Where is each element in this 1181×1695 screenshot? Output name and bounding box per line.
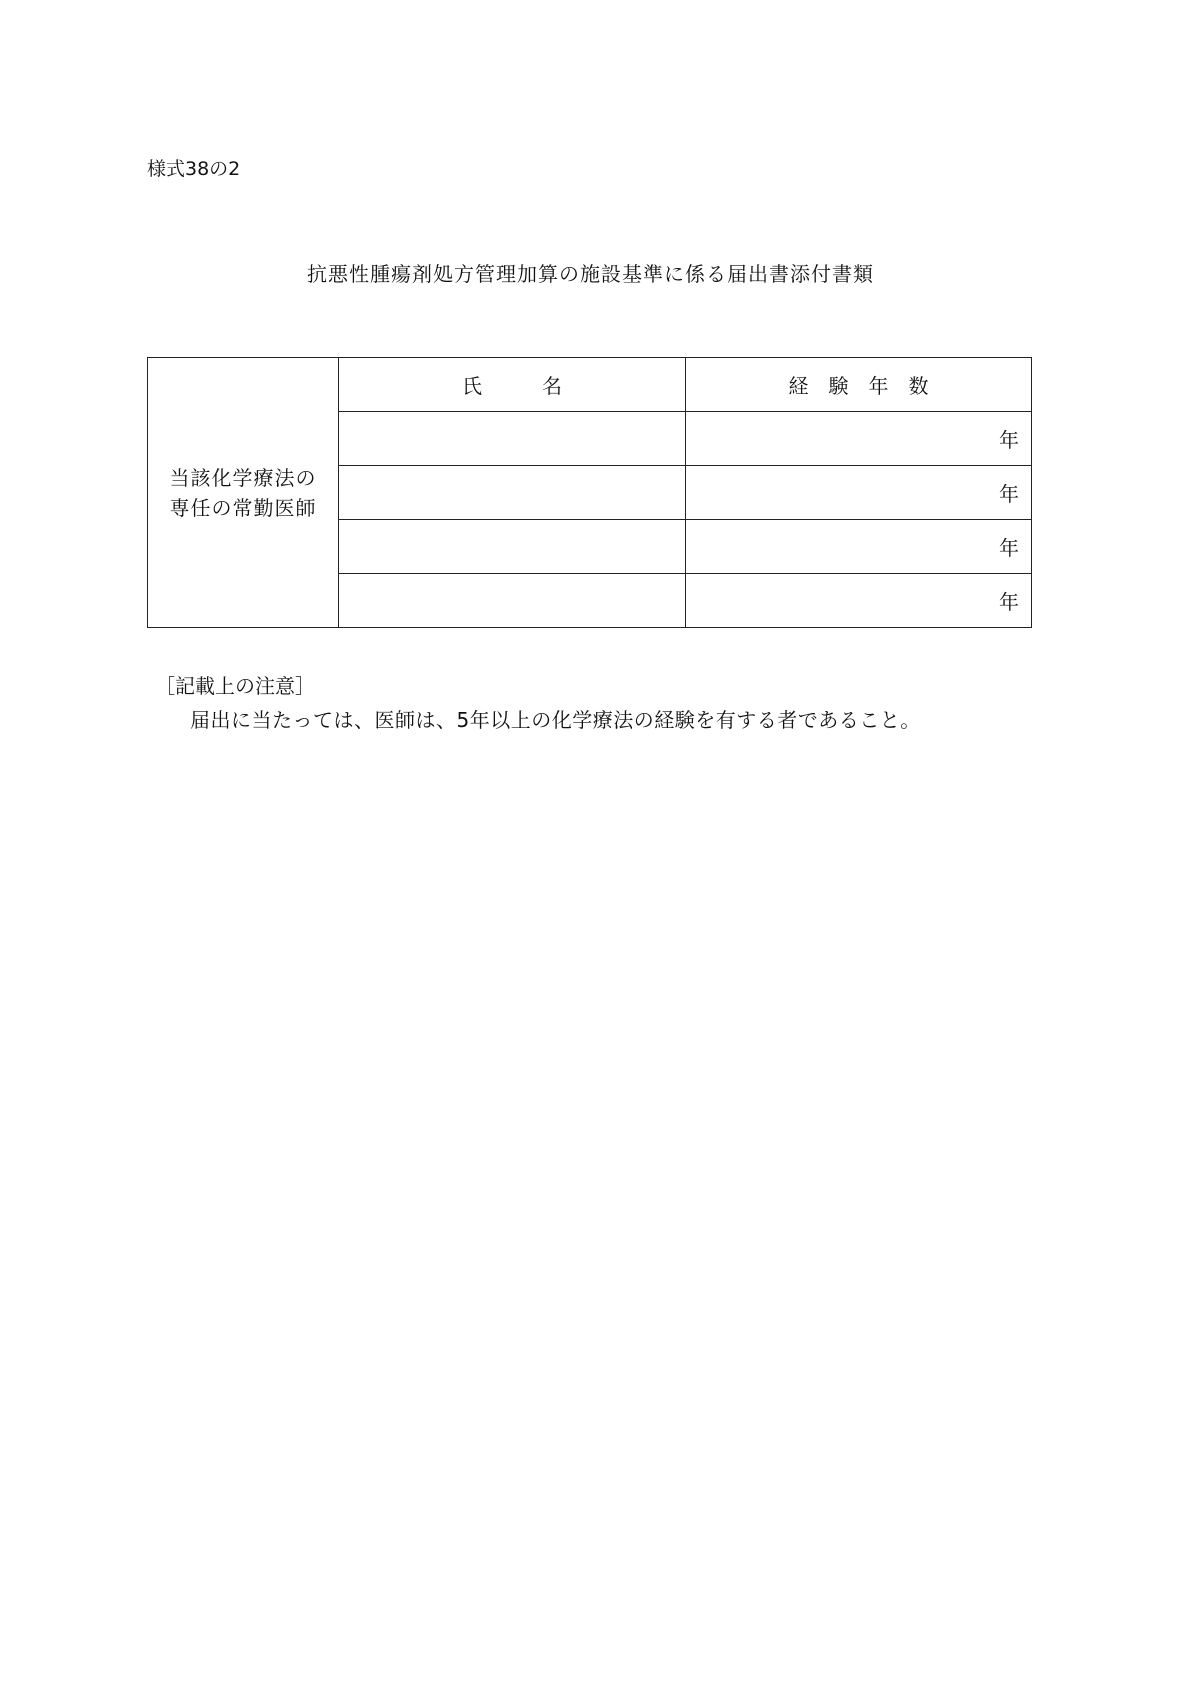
years-unit: 年 — [999, 536, 1019, 560]
years-field[interactable] — [686, 466, 1032, 520]
name-field[interactable] — [339, 466, 686, 520]
years-unit: 年 — [999, 428, 1019, 452]
header-experience: 経 験 年 数 — [686, 358, 1032, 412]
years-field[interactable] — [686, 574, 1032, 628]
name-field[interactable] — [339, 412, 686, 466]
physician-table — [147, 357, 1032, 628]
notes-body: 届出に当たっては、医師は、5年以上の化学療法の経験を有する者であること。 — [190, 708, 921, 732]
years-field[interactable] — [686, 412, 1032, 466]
name-field[interactable] — [339, 520, 686, 574]
years-unit: 年 — [999, 482, 1019, 506]
row-label-cell — [148, 358, 339, 628]
years-field[interactable] — [686, 520, 1032, 574]
table-header-row — [148, 358, 1032, 412]
name-field[interactable] — [339, 574, 686, 628]
row-label-line1: 当該化学療法の — [169, 465, 317, 490]
form-number: 様式38の2 — [147, 158, 241, 180]
document-title: 抗悪性腫瘍剤処方管理加算の施設基準に係る届出書添付書類 — [307, 262, 874, 286]
header-name: 氏 名 — [339, 358, 686, 412]
years-unit: 年 — [999, 590, 1019, 614]
row-label-line2: 専任の常勤医師 — [169, 495, 317, 520]
notes-heading: ［記載上の注意］ — [155, 674, 315, 698]
